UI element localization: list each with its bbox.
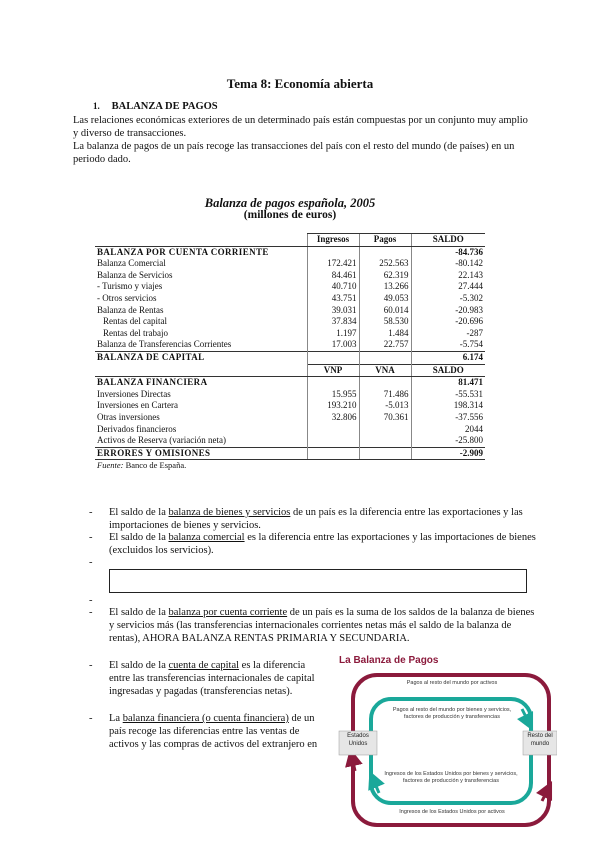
table-row: Derivados financieros 2044	[97, 423, 483, 434]
section-number: 1.	[93, 101, 100, 111]
table-row: Activos de Reserva (variación neta) -25.800	[95, 435, 485, 447]
col-header: SALDO	[411, 234, 485, 247]
col-header: VNA	[359, 364, 411, 377]
table-title: Balanza de pagos española, 2005	[204, 196, 376, 210]
intro-paragraph-2: La balanza de pagos de un país recoge las transacciones del país con el resto del mundo (de países) en un periodo dado.	[73, 141, 515, 165]
term-balanza-comercial: balanza comercial	[168, 532, 245, 543]
table-row: Rentas del capital 37.834 58.530 -20.696	[103, 316, 483, 327]
node-resto-mundo-label: Resto del mundo	[527, 733, 553, 747]
table-row: BALANZA DE CAPITAL 6.174	[97, 351, 483, 363]
table-row: Inversiones Directas 15.955 71.486 -55.531	[97, 388, 483, 399]
bullet-item: - El saldo de la balanza por cuenta corriente de un país es la suma de los saldos de la balanza de bienes y servicios más (las transferencias internacionales corrientes netas más el saldo de la balanza de rentas), AHORA BALANZA RENTAS PRIMARIA Y SECUNDARIA.	[89, 607, 535, 644]
col-header: VNP	[307, 364, 359, 377]
term-cuenta-capital: cuenta de capital	[168, 660, 240, 671]
label-top-inner: Pagos al resto del mundo por bienes y servicios, factores de producción y transferencias	[392, 707, 512, 720]
label-bottom-outer: Ingresos de los Estados Unidos por activos	[399, 809, 505, 815]
col-header: SALDO	[411, 364, 485, 377]
table-row: Rentas del trabajo 1.197 1.484 -287	[103, 327, 483, 338]
table-row: Balanza de Transferencias Corrientes 17.003 22.757 -5.754	[95, 339, 485, 351]
table-row: BALANZA POR CUENTA CORRIENTE -84.736	[97, 246, 483, 257]
bullet-item: - La balanza financiera (o cuenta financiera) de un país recoge las diferencias entre las ventas de activos y las compras de activos del extranjero en	[89, 713, 318, 750]
table-source-row	[95, 460, 485, 472]
term-balanza-bienes-servicios: balanza de bienes y servicios	[168, 507, 291, 518]
table-header-row	[95, 234, 485, 247]
answer-box[interactable]	[109, 569, 527, 593]
table-row: Otras inversiones 32.806 70.361 -37.556	[97, 411, 483, 422]
bullet-item: - El saldo de la balanza de bienes y servicios de un país es la diferencia entre las exportaciones y las importaciones de bienes y servicios.	[89, 507, 523, 531]
table-row: Balanza Comercial 172.421 252.563 -80.142	[97, 258, 483, 269]
table-row: ERRORES Y OMISIONES -2.909	[95, 447, 485, 460]
source-label: Fuente:	[97, 460, 124, 471]
balance-of-payments-diagram	[337, 651, 557, 836]
node-estados-unidos-label: Estados Unidos	[347, 733, 369, 747]
table-row: BALANZA FINANCIERA 81.471	[97, 377, 483, 388]
bullet-item: - El saldo de la balanza comercial es la diferencia entre las exportaciones y las importaciones de bienes (excluidos los servicios).	[89, 532, 536, 556]
table-row: - Turismo y viajes 40.710 13.266 27.444	[97, 281, 483, 292]
page-title: Tema 8: Economía abierta	[226, 76, 374, 91]
section-title: BALANZA DE PAGOS	[111, 101, 218, 112]
balance-of-payments-table	[95, 233, 485, 472]
section-heading	[93, 101, 218, 112]
term-balanza-financiera: balanza financiera (o cuenta financiera)	[122, 713, 289, 724]
bullet-item: - El saldo de la cuenta de capital es la diferencia entre las transferencias internacionales de capital ingresadas y pagadas (transferencias netas).	[89, 660, 315, 697]
table-row: Balanza de Servicios 84.461 62.319 22.143	[97, 269, 483, 280]
label-bottom-inner: Ingresos de los Estados Unidos por bienes y servicios, factores de producción y transferencias	[384, 771, 518, 784]
table-row: Balanza de Rentas 39.031 60.014 -20.983	[97, 304, 483, 315]
table-row: - Otros servicios 43.751 49.053 -5.302	[97, 292, 483, 303]
intro-paragraph-1: Las relaciones económicas exteriores de un determinado país están compuestas por un conjunto muy amplio y diverso de transacciones.	[73, 115, 528, 139]
table-subtitle: (millones de euros)	[243, 209, 337, 221]
table-header-row-2	[95, 364, 485, 377]
label-top-outer: Pagos al resto del mundo por activos	[406, 680, 498, 686]
diagram-title: La Balanza de Pagos	[339, 655, 439, 666]
table-row: Inversiones en Cartera 193.210 -5.013 198.314	[97, 400, 483, 411]
term-cuenta-corriente: balanza por cuenta corriente	[168, 607, 288, 618]
col-header: Ingresos	[307, 234, 359, 247]
source-text: Banco de España.	[125, 460, 187, 471]
col-header: Pagos	[359, 234, 411, 247]
